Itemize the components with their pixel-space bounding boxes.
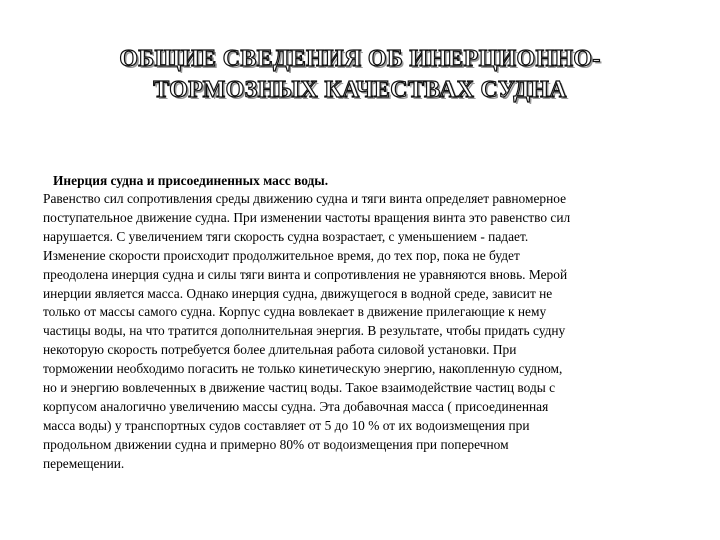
paragraph-line: масса воды) у транспортных судов составляет от 5 до 10 % от их водоизмещения при	[43, 417, 530, 433]
paragraph-line: инерции является масса. Однако инерция судна, движущегося в водной среде, зависит не	[43, 285, 553, 301]
paragraph-line: поступательное движение судна. При изменении частоты вращения винта это равенство сил	[43, 209, 571, 225]
title-line-1: ОБЩИЕ СВЕДЕНИЯ ОБ ИНЕРЦИОННО-	[119, 46, 601, 72]
paragraph-line: нарушается. С увеличением тяги скорость судна возрастает, с уменьшением - падает.	[43, 228, 529, 244]
paragraph-line: только от массы самого судна. Корпус судна вовлекает в движение прилегающие к нему	[43, 304, 547, 320]
paragraph-line: но и энергию вовлеченных в движение частиц воды. Такое взаимодействие частиц воды с	[43, 380, 556, 396]
paragraph-line: перемещении.	[43, 455, 125, 471]
paragraph-line: частицы воды, на что тратится дополнительная энергия. В результате, чтобы придать судну	[43, 323, 566, 339]
paragraph-line: торможении необходимо погасить не только кинетическую энергию, накопленную судном,	[43, 361, 563, 377]
paragraph-line: некоторую скорость потребуется более длительная работа силовой установки. При	[43, 342, 517, 358]
body-text	[43, 172, 683, 474]
paragraph-line: преодолена инерция судна и силы тяги винта и сопротивления не уравняются вновь. Мерой	[43, 266, 568, 282]
paragraph-line: Равенство сил сопротивления среды движению судна и тяги винта определяет равномерное	[43, 191, 567, 206]
slide-title	[40, 44, 680, 106]
title-line-2: ТОРМОЗНЫХ КАЧЕСТВАХ СУДНА	[153, 77, 567, 103]
paragraph-line: продольном движении судна и примерно 80% от водоизмещения при поперечном	[43, 436, 509, 452]
paragraph-line: корпусом аналогично увеличению массы судна. Эта добавочная масса ( присоединенная	[43, 398, 549, 414]
section-subtitle: Инерция судна и присоединенных масс воды.	[53, 173, 329, 188]
paragraph-line: Изменение скорости происходит продолжительное время, до тех пор, пока не будет	[43, 247, 520, 263]
